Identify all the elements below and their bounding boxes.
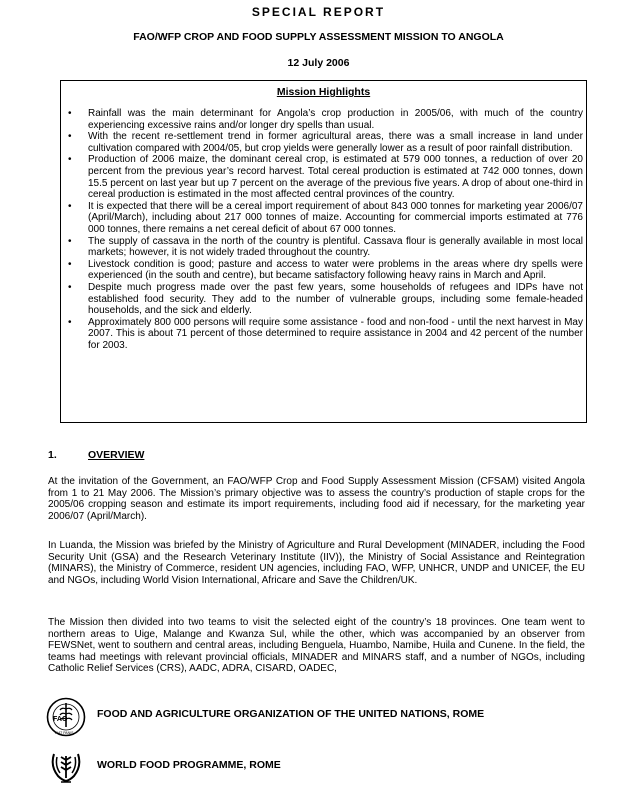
overview-paragraph: At the invitation of the Government, an FAO/WFP Crop and Food Supply Assessment Mission (CFSAM) visited Angola from 1 to 21 May 2006. The Mission’s primary objective was to assess the country’s production of staple crops for the 2005/06 cropping season and estimate its import requirements, including food aid if necessary, for the marketing year 2006/07 (April/March). — [48, 476, 585, 522]
bullet-icon: • — [68, 154, 72, 166]
highlights-list — [61, 108, 586, 351]
mission-highlights-box — [60, 80, 587, 423]
wfp-logo-icon — [48, 748, 84, 786]
highlight-text: The supply of cassava in the north of the country is plentiful. Cassava flour is generally available in most local markets; however, it is not widely traded throughout the country. — [88, 235, 583, 259]
highlight-item — [61, 108, 586, 131]
highlight-item — [61, 154, 586, 200]
wfp-organization-name: WORLD FOOD PROGRAMME, ROME — [97, 759, 281, 771]
highlight-item — [61, 236, 586, 259]
highlight-item — [61, 259, 586, 282]
highlight-item — [61, 201, 586, 236]
section-title: OVERVIEW — [88, 449, 145, 461]
highlight-text: Livestock condition is good; pasture and access to water were problems in the areas where dry spells were experienced (in the south and centre), but became satisfactory following heavy rains in March and April. — [88, 258, 583, 282]
fao-logo-letter: FAO — [53, 716, 68, 723]
bullet-icon: • — [68, 235, 72, 247]
highlight-text: Production of 2006 maize, the dominant cereal crop, is estimated at 579 000 tonnes, a reduction of over 20 percent from the previous year’s record harvest. Total cereal production is estimated at 742 000 tonnes, down 15.5 percent on last year but up 7 percent on the average of the previous five years. A drop of about one-third in cereal production is estimated in the most affected central provinces of the country. — [88, 154, 583, 201]
fao-logo-motto: FIAT PANIS — [55, 731, 74, 735]
fao-logo-icon — [46, 697, 86, 737]
bullet-icon: • — [68, 131, 72, 143]
highlight-text: Despite much progress made over the past few years, some households of refugees and IDPs have not established food security. They add to the number of vulnerable groups, including some female-headed households, and the sick and elderly. — [88, 281, 583, 317]
highlight-text: Rainfall was the main determinant for Angola’s crop production in 2005/06, with much of the country experiencing excessive rains and/or longer dry spells than usual. — [88, 108, 583, 131]
highlight-text: With the recent re-settlement trend in former agricultural areas, there was a small increase in land under cultivation compared with 2004/05, but crop yields were generally lower as a result of poor rainfall distribution. — [88, 131, 583, 154]
highlight-item — [61, 282, 586, 317]
highlight-text: It is expected that there will be a cereal import requirement of about 843 000 tonnes for marketing year 2006/07 (April/March), including about 217 000 tonnes of maize. Accounting for commercial imports estimated at 776 000 tonnes, there remains a net cereal deficit of about 67 000 tonnes. — [88, 200, 583, 235]
bullet-icon: • — [68, 316, 72, 328]
bullet-icon: • — [68, 281, 72, 293]
section-number: 1. — [48, 449, 57, 461]
bullet-icon: • — [68, 200, 72, 212]
highlight-text: Approximately 800 000 persons will require some assistance - food and non-food - until the next harvest in May 2007. This is about 71 percent of those determined to require assistance in 2004 and 42 percent of the number for 2003. — [88, 316, 583, 351]
highlight-item — [61, 317, 586, 352]
highlight-item — [61, 131, 586, 154]
bullet-icon: • — [68, 108, 72, 119]
bullet-icon: • — [68, 258, 72, 270]
overview-paragraph: In Luanda, the Mission was briefed by the Ministry of Agriculture and Rural Development (MINADER, including the Food Security Unit (GSA) and the Research Veterinary Institute (IIV)), the Ministry of Social Assistance and Reintegration (MINARS), the Ministry of Commerce, resident UN agencies, including FAO, WFP, UNHCR, UNDP and UNICEF, the EU and NGOs, including World Vision International, Africare and Save the Children/UK. — [48, 540, 585, 586]
fao-organization-name: FOOD AND AGRICULTURE ORGANIZATION OF THE UNITED NATIONS, ROME — [97, 708, 485, 720]
report-label: SPECIAL REPORT — [251, 5, 386, 19]
document-date: 12 July 2006 — [287, 57, 350, 69]
overview-paragraph: The Mission then divided into two teams to visit the selected eight of the country’s 18 provinces. One team went to northern areas to Uige, Malange and Kwanza Sul, while the other, which was accompanied by an observer from FEWSNet, went to southern and central areas, including Benguela, Huambo, Namibe, Huila and Cunene. In the field, the teams had meetings with relevant provincial officials, MINADER and MINARS staff, and a number of NGOs, including Catholic Relief Services (CRS), AADC, ADRA, CISARD, OADEC, — [48, 617, 585, 675]
document-title: FAO/WFP CROP AND FOOD SUPPLY ASSESSMENT MISSION TO ANGOLA — [133, 31, 504, 43]
highlights-heading: Mission Highlights — [276, 86, 371, 98]
